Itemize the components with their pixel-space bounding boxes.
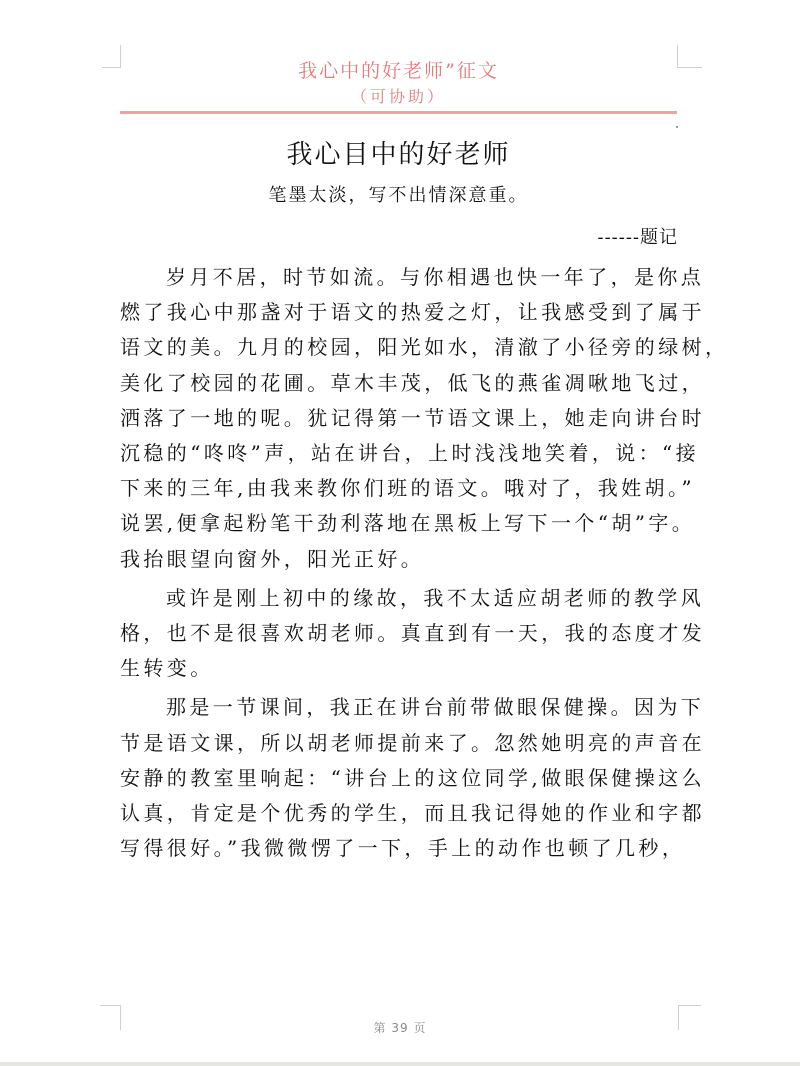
text-line: 岁月不居，时节如流。与你相遇也快一年了，是你点 bbox=[166, 265, 705, 289]
text-line: 沉稳的“咚咚”声，站在讲台，上时浅浅地笑着，说：“接 bbox=[120, 441, 700, 466]
page-header bbox=[120, 58, 677, 108]
text-line: 美化了校园的花圃。草木丰茂，低飞的燕雀凋啾地飞过， bbox=[120, 370, 705, 395]
text-line: 格，也不是很喜欢胡老师。真直到有一天，我的态度才发 bbox=[120, 621, 705, 646]
text-line: 或许是刚上初中的缘故，我不太适应胡老师的教学风 bbox=[166, 585, 705, 610]
text-line: 写得很好。”我微微愣了一下，手上的动作也顿了几秒， bbox=[120, 836, 686, 861]
text-line: 语文的美。九月的校园，阳光如水，清澈了小径旁的绿树， bbox=[120, 335, 729, 360]
header-divider bbox=[120, 111, 677, 114]
text-line: 洒落了一地的呢。犹记得第一节语文课上，她走向讲台时 bbox=[120, 405, 705, 430]
epigraph: 笔墨太淡，写不出情深意重。 bbox=[268, 185, 529, 206]
paragraph-2 bbox=[120, 581, 705, 687]
margin-mark bbox=[676, 126, 678, 128]
text-line: 我抬眼望向窗外，阳光正好。 bbox=[120, 546, 425, 571]
page-number-footer: 第 39 页 bbox=[373, 1021, 427, 1035]
text-line: 生转变。 bbox=[120, 656, 214, 681]
text-line: 说罢,便拿起粉笔干劲利落地在黑板上写下一个“胡”字。 bbox=[120, 511, 696, 536]
crop-mark-top-left bbox=[102, 45, 121, 68]
text-line: 安静的教室里响起：“讲台上的这位同学,做眼保健操这么 bbox=[120, 765, 705, 790]
article-title: 我心目中的好老师 bbox=[286, 140, 511, 170]
article-body bbox=[120, 260, 729, 866]
text-line: 下来的三年,由我来教你们班的语文。哦对了，我姓胡。” bbox=[120, 476, 695, 501]
text-line: 认真，肯定是个优秀的学生，而且我记得她的作业和字都 bbox=[120, 801, 705, 826]
header-title: 我心中的好老师”征文 bbox=[298, 60, 499, 82]
epigraph-signature: ------题记 bbox=[597, 227, 678, 248]
text-line: 那是一节课间，我正在讲台前带做眼保健操。因为下 bbox=[166, 695, 705, 720]
page-edge bbox=[0, 1062, 800, 1066]
header-subtitle: （可协助） bbox=[350, 87, 446, 106]
text-line: 燃了我心中那盏对于语文的热爱之灯，让我感受到了属于 bbox=[120, 300, 705, 325]
paragraph-3 bbox=[120, 690, 705, 866]
crop-mark-top-right bbox=[677, 45, 702, 68]
paragraph-1 bbox=[120, 260, 729, 577]
text-line: 节是语文课，所以胡老师提前来了。忽然她明亮的声音在 bbox=[120, 730, 705, 755]
